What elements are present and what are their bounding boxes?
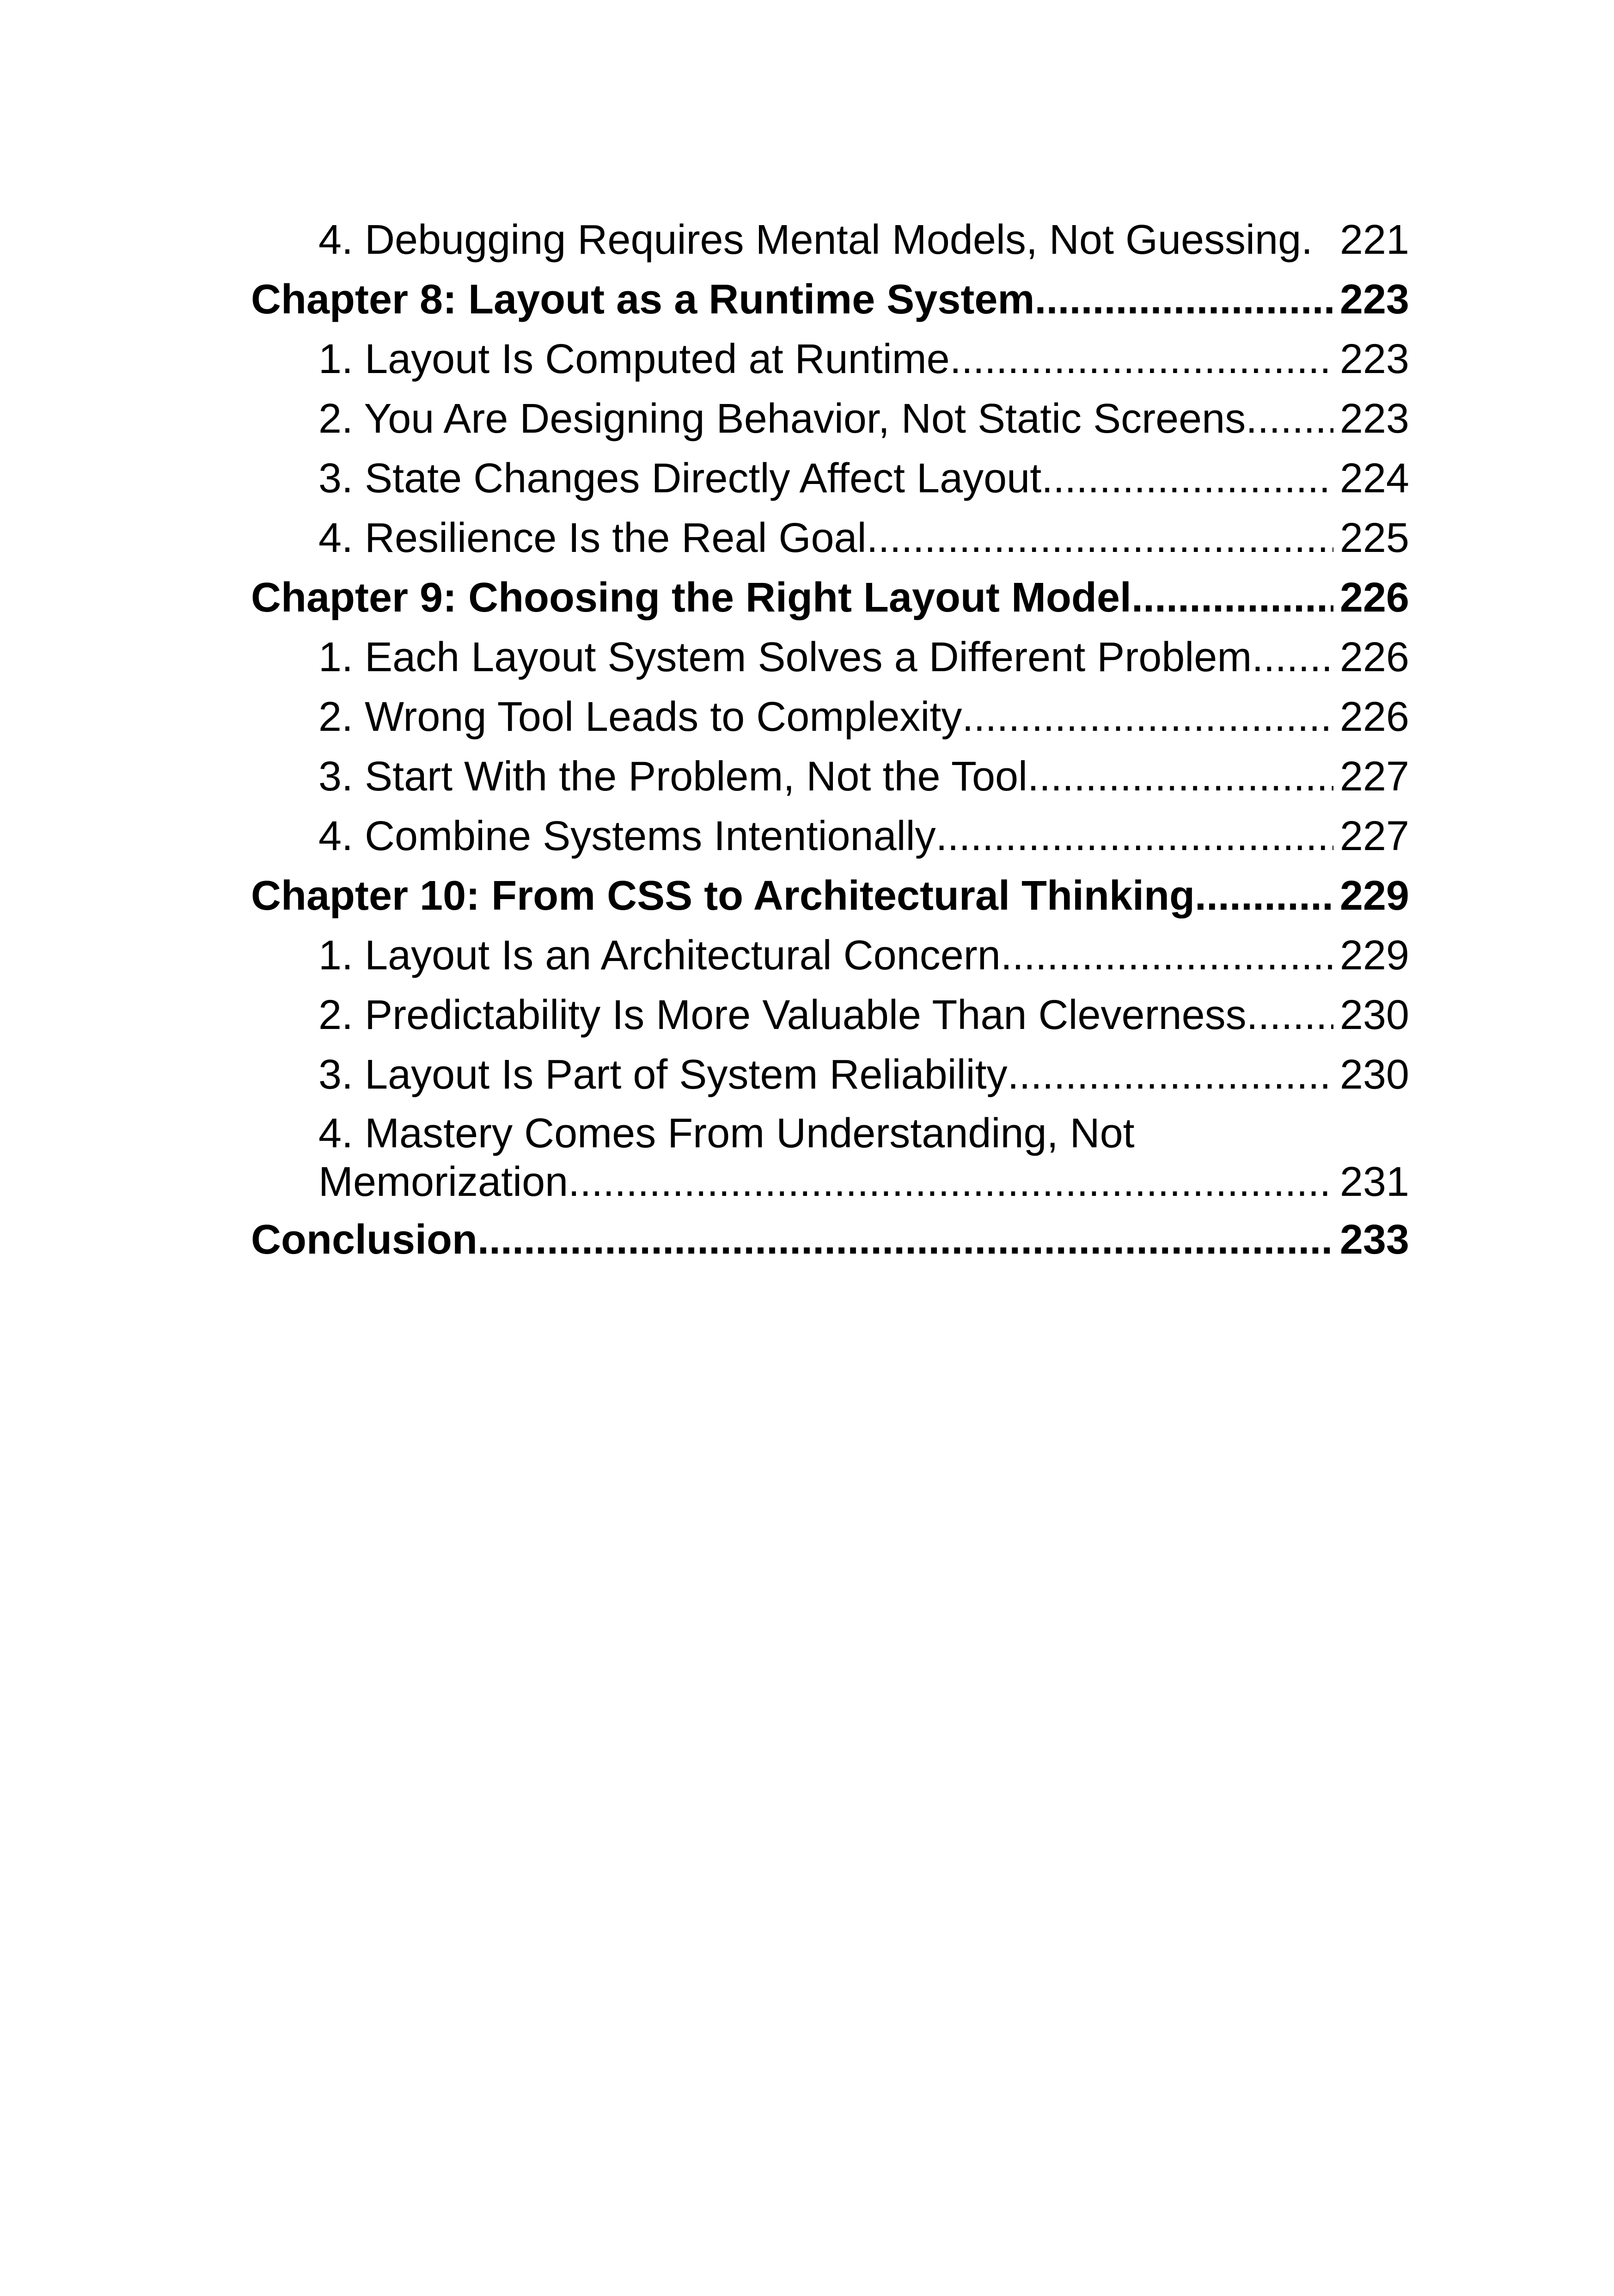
dot-leader — [1246, 389, 1333, 449]
toc-entry-page: 231 — [1339, 1159, 1409, 1205]
toc-chapter-9[interactable] — [251, 568, 1409, 628]
dot-leader — [1008, 1045, 1333, 1105]
toc-entry-title: 4. Debugging Requires Mental Models, Not Guessing. — [318, 217, 1313, 263]
toc-entry-page: 223 — [1339, 336, 1409, 382]
dot-leader — [1041, 449, 1333, 508]
toc-entry-title: 1. Layout Is an Architectural Concern — [318, 932, 1001, 979]
toc-chapter-title: Chapter 10: From CSS to Architectural Thinking — [251, 873, 1195, 919]
toc-chapter-8[interactable] — [251, 270, 1409, 330]
toc-entry-page: 229 — [1339, 932, 1409, 979]
dot-leader — [936, 807, 1333, 866]
toc-conclusion[interactable] — [251, 1210, 1409, 1270]
toc-entry-state-changes[interactable] — [251, 449, 1409, 508]
toc-entry-combine-systems[interactable] — [251, 807, 1409, 866]
toc-entry-page: 226 — [1339, 634, 1409, 680]
toc-entry-title: 4. Combine Systems Intentionally — [318, 813, 936, 859]
toc-entry-title: 2. Predictability Is More Valuable Than Cleverness — [318, 992, 1247, 1038]
toc-entry-page: 224 — [1339, 455, 1409, 502]
toc-entry-start-with-problem[interactable] — [251, 747, 1409, 807]
dot-leader — [1195, 866, 1333, 926]
toc-entry-each-layout-system[interactable] — [251, 628, 1409, 687]
dot-leader — [1034, 270, 1333, 330]
toc-entry-mastery[interactable] — [251, 1105, 1409, 1210]
toc-entry-title: 3. Layout Is Part of System Reliability — [318, 1052, 1008, 1098]
dot-leader — [950, 330, 1333, 389]
dot-leader — [568, 1158, 1333, 1206]
dot-leader — [477, 1210, 1333, 1270]
table-of-contents — [251, 210, 1409, 1270]
dot-leader — [962, 687, 1333, 747]
toc-entry-resilience[interactable] — [251, 508, 1409, 568]
toc-entry-title: 1. Layout Is Computed at Runtime — [318, 336, 950, 382]
toc-entry-title: 2. You Are Designing Behavior, Not Static Screens — [318, 396, 1246, 442]
toc-entry-debugging-mental-models[interactable] — [251, 210, 1409, 270]
dot-leader — [1131, 568, 1333, 628]
toc-entry-title: 2. Wrong Tool Leads to Complexity — [318, 694, 962, 740]
toc-chapter-page: 229 — [1339, 873, 1409, 919]
toc-entry-title-line1: 4. Mastery Comes From Understanding, Not — [318, 1110, 1135, 1157]
toc-entry-title: 3. Start With the Problem, Not the Tool — [318, 753, 1028, 800]
toc-chapter-title: Chapter 9: Choosing the Right Layout Model — [251, 575, 1131, 621]
toc-chapter-page: 226 — [1339, 575, 1409, 621]
toc-entry-designing-behavior[interactable] — [251, 389, 1409, 449]
toc-entry-page: 223 — [1339, 396, 1409, 442]
toc-entry-title-line2: Memorization — [318, 1159, 569, 1205]
dot-leader — [1252, 628, 1333, 687]
toc-entry-page: 221 — [1339, 217, 1409, 263]
toc-chapter-10[interactable] — [251, 866, 1409, 926]
toc-entry-title: 4. Resilience Is the Real Goal — [318, 515, 867, 561]
toc-chapter-title: Chapter 8: Layout as a Runtime System — [251, 276, 1035, 323]
toc-entry-architectural-concern[interactable] — [251, 926, 1409, 986]
toc-entry-page: 226 — [1339, 694, 1409, 740]
toc-entry-page: 225 — [1339, 515, 1409, 561]
toc-chapter-page: 233 — [1339, 1217, 1409, 1263]
toc-entry-page: 227 — [1339, 753, 1409, 800]
toc-entry-title: 1. Each Layout System Solves a Different Problem — [318, 634, 1252, 680]
dot-leader — [867, 508, 1333, 568]
dot-leader — [1247, 986, 1333, 1045]
toc-chapter-title: Conclusion — [251, 1217, 477, 1263]
toc-entry-page: 230 — [1339, 1052, 1409, 1098]
toc-chapter-page: 223 — [1339, 276, 1409, 323]
toc-entry-page: 230 — [1339, 992, 1409, 1038]
dot-leader — [1001, 926, 1333, 986]
toc-entry-predictability[interactable] — [251, 986, 1409, 1045]
dot-leader — [1027, 747, 1333, 807]
toc-entry-layout-computed-runtime[interactable] — [251, 330, 1409, 389]
toc-entry-system-reliability[interactable] — [251, 1045, 1409, 1105]
toc-entry-wrong-tool[interactable] — [251, 687, 1409, 747]
toc-entry-page: 227 — [1339, 813, 1409, 859]
toc-entry-title: 3. State Changes Directly Affect Layout — [318, 455, 1042, 502]
